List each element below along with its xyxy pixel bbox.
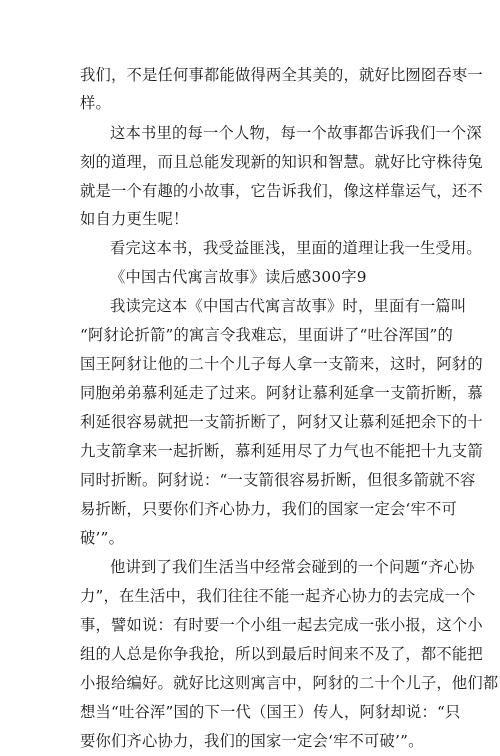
text-line: 如自力更生呢！ bbox=[80, 210, 189, 228]
paragraph-start-line: 这本书里的每一个人物，每一个故事都告诉我们一个深 bbox=[110, 124, 482, 142]
text-line: 刻的道理，而且总能发现新的知识和智慧。就好比守株待兔 bbox=[80, 153, 483, 171]
text-line: 我们，不是任何事都能做得两全其美的，就好比囫囵吞枣一 bbox=[80, 66, 483, 84]
section-title: 《中国古代寓言故事》读后感300字9 bbox=[110, 268, 367, 286]
text-line: 小报给编好。就好比这则寓言中，阿豺的二十个儿子，他们都 bbox=[80, 674, 499, 692]
text-line: 国王阿豺让他的二十个儿子每人拿一支箭来，这时，阿豺的 bbox=[80, 355, 483, 373]
text-line: 组的人总是你争我抢，所以到最后时间来不及了，都不能把 bbox=[80, 645, 483, 663]
text-line: 想当“吐谷浑”国的下一代（国王）传人，阿豺却说：“只 bbox=[80, 703, 461, 721]
text-line: 就是一个有趣的小故事，它告诉我们，像这样靠运气，还不 bbox=[80, 182, 483, 200]
text-line: 易折断，只要你们齐心协力，我们的国家一定会‘牢不可 bbox=[80, 500, 457, 518]
text-line: 样。 bbox=[80, 94, 111, 112]
text-line: 同胞弟弟慕利延走了过来。阿豺让慕利延拿一支箭折断，慕 bbox=[80, 384, 483, 402]
text-line: 九支箭拿来一起折断，慕利延用尽了力气也不能把十九支箭 bbox=[80, 442, 483, 460]
paragraph-start-line: 我读完这本《中国古代寓言故事》时，里面有一篇叫 bbox=[110, 297, 467, 315]
text-line: 破’”。 bbox=[80, 529, 125, 547]
paragraph-start-line: 看完这本书，我受益匪浅，里面的道理让我一生受用。 bbox=[110, 239, 482, 257]
paragraph-start-line: 他讲到了我们生活当中经常会碰到的一个问题“齐心协 bbox=[110, 558, 475, 576]
text-line: 力”，在生活中，我们往往不能一起齐心协力的去完成一个 bbox=[80, 587, 476, 605]
text-line: “阿豺论折箭”的寓言令我难忘，里面讲了“吐谷浑国”的 bbox=[80, 326, 454, 344]
text-line: 要你们齐心协力，我们的国家一定会‘牢不可破’”。 bbox=[80, 732, 424, 750]
text-line: 同时折断。阿豺说：“一支箭很容易折断，但很多箭就不容 bbox=[80, 471, 476, 489]
text-line: 利延很容易就把一支箭折断了，阿豺又让慕利延把余下的十 bbox=[80, 413, 483, 431]
text-line: 事，譬如说：有时要一个小组一起去完成一张小报，这个小 bbox=[80, 616, 483, 634]
